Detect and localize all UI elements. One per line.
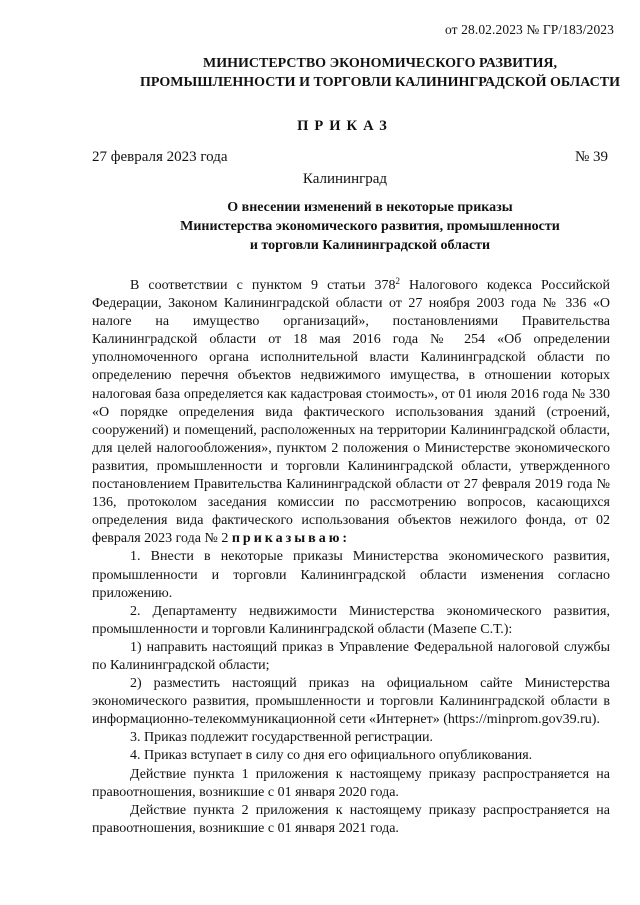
order-number: № 39: [574, 149, 608, 165]
order-city: [0, 171, 640, 188]
subject-line2: Министерства экономического развития, промышленности: [180, 219, 560, 234]
subject-line1: О внесении изменений в некоторые приказы: [227, 200, 513, 215]
registration-number: от 28.02.2023 № ГР/183/2023: [445, 22, 614, 37]
preamble-superscript: 2: [395, 276, 400, 286]
preamble-paragraph: [92, 277, 610, 548]
effect-paragraph-1: Действие пункта 1 приложения к настоящему приказу распространяется на правоотношения, возникшие с 01 января 2020 года.: [92, 766, 610, 800]
order-body: [92, 277, 610, 838]
subject-line3: и торговли Калининградской области: [249, 238, 491, 253]
ministry-name-line2: ПРОМЫШЛЕННОСТИ И ТОРГОВЛИ КАЛИНИНГРАДСКОЙ ОБЛАСТИ: [140, 75, 620, 90]
document-type-label: ПРИКАЗ: [297, 118, 393, 134]
ministry-name-line1: МИНИСТЕРСТВО ЭКОНОМИЧЕСКОГО РАЗВИТИЯ,: [203, 56, 557, 71]
item-2-1: 1) направить настоящий приказ в Управление Федеральной налоговой службы по Калининградской области;: [92, 639, 610, 673]
order-word: приказываю:: [231, 531, 351, 547]
item-4: 4. Приказ вступает в силу со дня его официального опубликования.: [130, 748, 533, 764]
ministry-name: [0, 54, 640, 92]
order-date: 27 февраля 2023 года: [92, 149, 228, 165]
item-2: 2. Департаменту недвижимости Министерства экономического развития, промышленности и торговли Калининградской области (Мазепе С.Т.):: [92, 603, 610, 637]
item-1: 1. Внести в некоторые приказы Министерства экономического развития, промышленности и торговли Калининградской области изменения согласно приложению.: [92, 549, 610, 601]
preamble-text-1: В соответствии с пунктом 9 статьи 378: [130, 278, 396, 293]
item-3: 3. Приказ подлежит государственной регистрации.: [130, 730, 434, 746]
order-city-label: Калининград: [302, 171, 388, 187]
order-subject: [0, 198, 640, 255]
item-2-2: 2) разместить настоящий приказ на официальном сайте Министерства экономического развития, промышленности и торговли Калининградской области в информационно-телекоммуникационной сети «Интернет» (https://minprom.gov39.ru).: [92, 676, 610, 728]
document-type: [0, 118, 640, 135]
preamble-text-2: Налогового кодекса Российской Федерации, Законом Калининградской области от 27 ноября 2003 года № 336 «О налоге на имущество организаций», постановлениями Правительства Калининградской области от 18 мая 2016 года № 254 «Об определении уполномоченного органа исполнительной власти Калининградской области по определению перечня объектов недвижимого имущества, в отношении которых налоговая база определяется как кадастровая стоимость», от 01 июля 2016 года № 330 «О порядке определения вида фактического использования зданий (строений, сооружений) и помещений, расположенных на территории Калининградской области, для целей налогообложения», пунктом 2 положения о Министерстве экономического развития, промышленности и торговли Калининградской области, утвержденного постановлением Правительства Калининградской области от 27 февраля 2019 года № 136, протоколом заседания комиссии по рассмотрению вопросов, касающихся определения вида фактического использования объектов нежилого фонда, от 02 февраля 2023 года № 2: [92, 278, 610, 547]
effect-paragraph-2: Действие пункта 2 приложения к настоящему приказу распространяется на правоотношения, возникшие с 01 января 2021 года.: [92, 802, 610, 836]
